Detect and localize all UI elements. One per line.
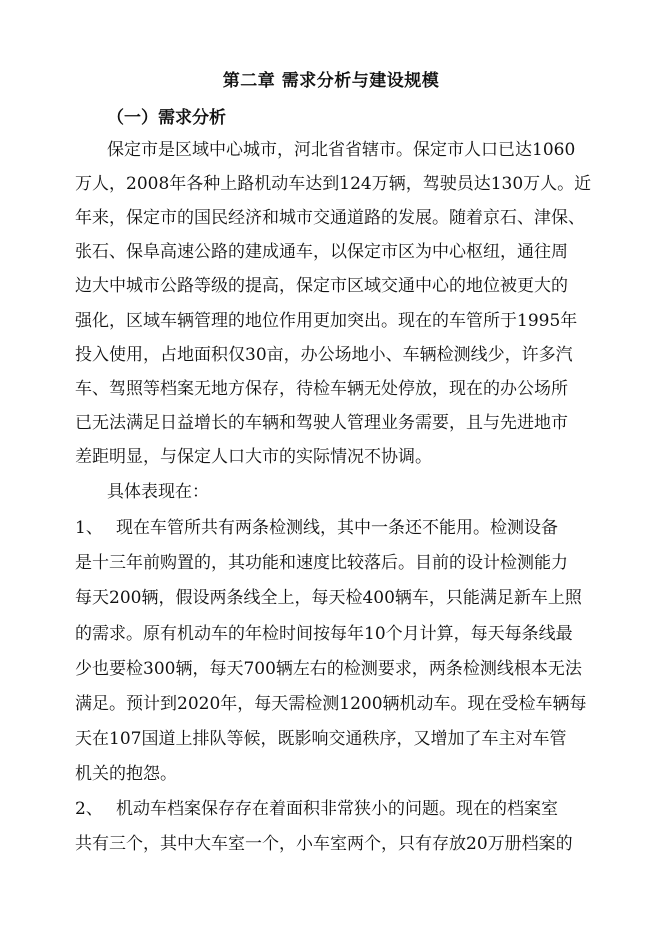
item-line: 现在车管所共有两条检测线，其中一条还不能用。检测设备 — [116, 518, 558, 538]
paragraph-line: 年来，保定市的国民经济和城市交通道路的发展。随着京石、津保、 — [75, 208, 585, 228]
item-line: 机关的抱怨。 — [75, 764, 177, 784]
item-number: 1、 — [75, 518, 103, 538]
section-title: （一）需求分析 — [107, 108, 226, 128]
item-line: 满足。预计到2020年，每天需检测1200辆机动车。现在受检车辆每 — [75, 694, 587, 714]
paragraph-line: 强化，区域车辆管理的地位作用更加突出。现在的车管所于1995年 — [75, 311, 578, 331]
item-line: 共有三个，其中大车室一个，小车室两个，只有存放20万册档案的 — [75, 834, 573, 854]
paragraph-line: 保定市是区域中心城市，河北省省辖市。保定市人口已达1060 — [107, 140, 576, 160]
paragraph-line: 边大中城市公路等级的提高，保定市区域交通中心的地位被更大的 — [75, 276, 568, 296]
chapter-title: 第二章 需求分析与建设规模 — [222, 71, 440, 91]
item-line: 机动车档案保存存在着面积非常狭小的问题。现在的档案室 — [116, 799, 558, 819]
intro-line: 具体表现在： — [107, 482, 209, 502]
paragraph-line: 差距明显，与保定人口大市的实际情况不协调。 — [75, 447, 432, 467]
paragraph-line: 万人，2008年各种上路机动车达到124万辆，驾驶员达130万人。近 — [75, 174, 592, 194]
paragraph-line: 已无法满足日益增长的车辆和驾驶人管理业务需要，且与先进地市 — [75, 413, 568, 433]
item-line: 每天200辆，假设两条线全上，每天检400辆车，只能满足新车上照 — [75, 588, 582, 608]
paragraph-line: 车、驾照等档案无地方保存，待检车辆无处停放，现在的办公场所 — [75, 379, 568, 399]
item-line: 少也要检300辆，每天700辆左右的检测要求，两条检测线根本无法 — [75, 659, 582, 679]
paragraph-line: 张石、保阜高速公路的建成通车，以保定市区为中心枢纽，通往周 — [75, 242, 568, 262]
item-number: 2、 — [75, 799, 103, 819]
item-line: 的需求。原有机动车的年检时间按每年10个月计算，每天每条线最 — [75, 624, 573, 644]
item-line: 天在107国道上排队等候，既影响交通秩序，又增加了车主对车管 — [75, 729, 567, 749]
item-line: 是十三年前购置的，其功能和速度比较落后。目前的设计检测能力 — [75, 553, 568, 573]
paragraph-line: 投入使用，占地面积仅30亩，办公场地小、车辆检测线少，许多汽 — [75, 345, 573, 365]
